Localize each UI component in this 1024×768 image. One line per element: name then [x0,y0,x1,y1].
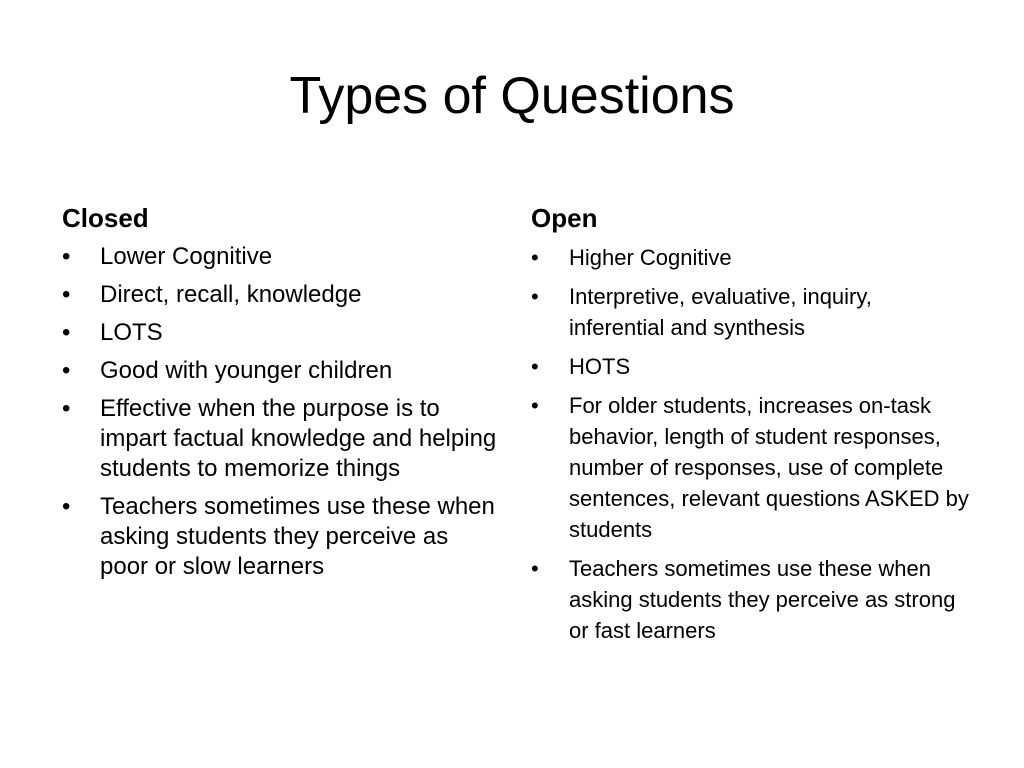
list-item-text: Effective when the purpose is to impart factual knowledge and helping students to memorize things [100,395,497,482]
list-item [531,390,971,545]
closed-column [62,200,502,590]
list-item-text: Teachers sometimes use these when asking students they perceive as poor or slow learners [100,493,495,580]
list-item [531,553,971,646]
open-heading: Open [531,203,598,233]
list-item [62,394,502,484]
open-column [531,200,971,654]
bullet-icon: • [531,354,539,379]
bullet-icon: • [531,556,539,581]
list-item [62,356,502,386]
bullet-icon: • [531,284,539,309]
bullet-icon: • [62,357,71,384]
closed-heading: Closed [62,203,149,233]
list-item [62,280,502,310]
bullet-icon: • [62,493,71,520]
list-item-text: Good with younger children [100,357,393,384]
list-item [62,242,502,272]
slide-title: Types of Questions [289,67,735,125]
list-item-text: Direct, recall, knowledge [100,281,362,308]
list-item [531,242,971,273]
bullet-icon: • [62,243,71,270]
list-item-text: Lower Cognitive [100,243,273,270]
list-item [62,492,502,582]
open-bullet-list [531,242,971,646]
bullet-icon: • [62,395,71,422]
bullet-icon: • [62,281,71,308]
list-item-text: Interpretive, evaluative, inquiry, inferential and synthesis [569,284,872,340]
bullet-icon: • [531,393,539,418]
list-item-text: HOTS [569,354,631,379]
list-item [62,318,502,348]
list-item [531,351,971,382]
closed-bullet-list [62,242,502,582]
list-item [531,281,971,343]
list-item-text: Teachers sometimes use these when asking students they perceive as strong or fast learners [569,556,956,643]
list-item-text: For older students, increases on-task behavior, length of student responses, number of responses, use of complete sentences, relevant questions ASKED by students [569,393,969,542]
bullet-icon: • [531,245,539,270]
list-item-text: Higher Cognitive [569,245,732,270]
bullet-icon: • [62,319,71,346]
list-item-text: LOTS [100,319,163,346]
